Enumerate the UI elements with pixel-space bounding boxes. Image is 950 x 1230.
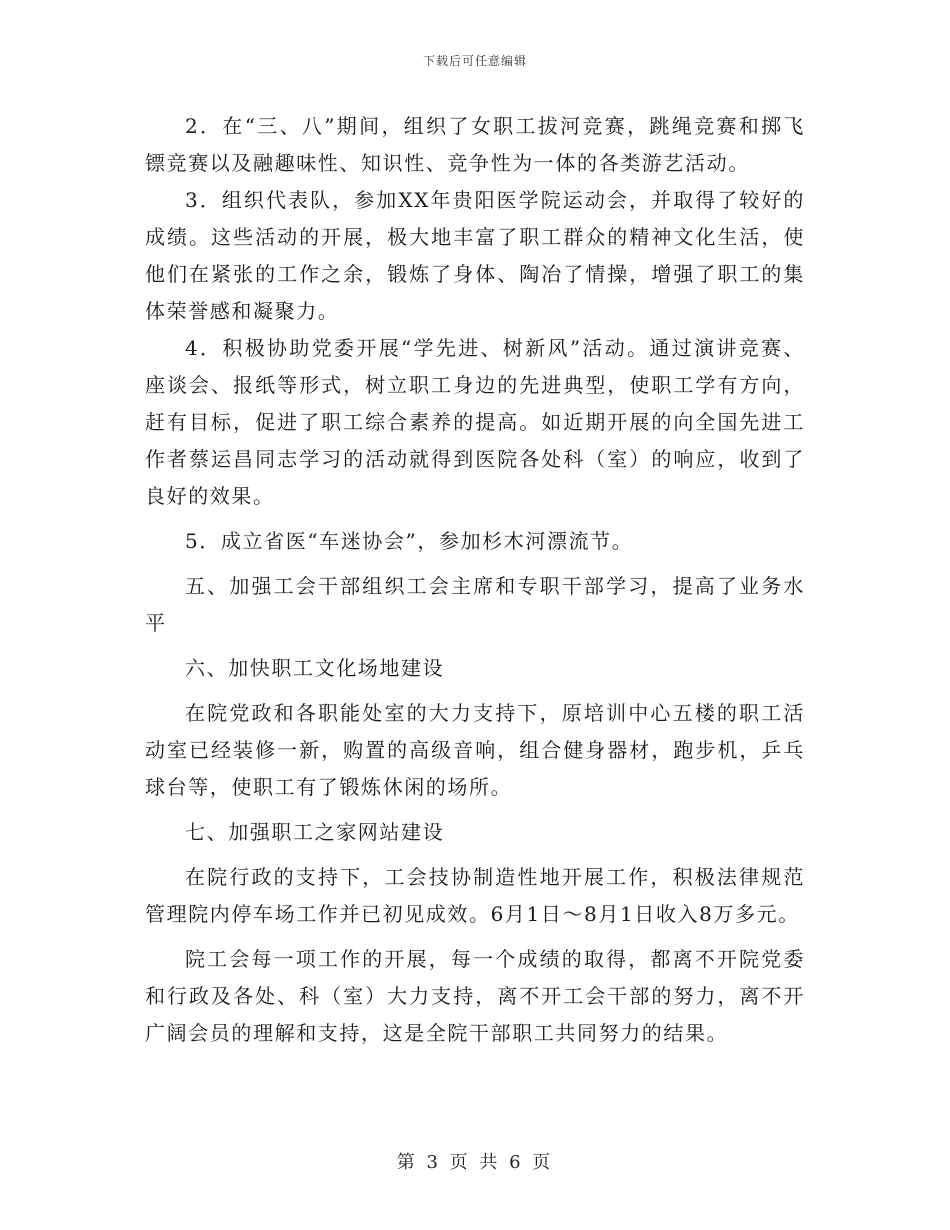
paragraph-conclusion: 院工会每一项工作的开展，每一个成绩的取得，都离不开院党委和行政及各处、科（室）大力支持，离不开工会干部的努力，离不开广阔会员的理解和支持，这是全院干部职工共同努力的结果。 xyxy=(145,947,805,1045)
paragraph-venue: 在院党政和各职能处室的大力支持下，原培训中心五楼的职工活动室已经装修一新，购置的高级音响，组合健身器材，跑步机，乒乓球台等，使职工有了锻炼休闲的场所。 xyxy=(145,701,805,799)
section-heading-6: 六、加快职工文化场地建设 xyxy=(185,656,445,680)
section-heading-7: 七、加强职工之家网站建设 xyxy=(185,820,445,844)
section-heading-5: 五、加强工会干部组织工会主席和专职干部学习，提高了业务水平 xyxy=(145,574,805,635)
document-body xyxy=(145,108,805,1052)
paragraph-activity-4: 4．积极协助党委开展“学先进、树新风”活动。通过演讲竞赛、座谈会、报纸等形式，树立职工身边的先进典型，使职工学有方向，赶有目标，促进了职工综合素养的提高。如近期开展的向全国先进工作者蔡运昌同志学习的活动就得到医院各处科（室）的响应，收到了良好的效果。 xyxy=(145,336,805,508)
page-header: 下载后可任意编辑 xyxy=(422,54,527,68)
page-number: 第 3 页 共 6 页 xyxy=(396,1152,554,1173)
paragraph-activity-5: 5．成立省医“车迷协会”，参加杉木河漂流节。 xyxy=(185,529,634,553)
paragraph-website: 在院行政的支持下，工会技协制造性地开展工作，积极法律规范管理院内停车场工作并已初见成效。6月1日～8月1日收入8万多元。 xyxy=(145,865,805,926)
paragraph-activity-2: 2．在“三、八”期间，组织了女职工拔河竞赛，跳绳竞赛和掷飞镖竞赛以及融趣味性、知识性、竞争性为一体的各类游艺活动。 xyxy=(145,114,805,175)
paragraph-activity-3: 3．组织代表队，参加XX年贵阳医学院运动会，并取得了较好的成绩。这些活动的开展，极大地丰富了职工群众的精神文化生活，使他们在紧张的工作之余，锻炼了身体、陶冶了情操，增强了职工的集体荣誉感和凝聚力。 xyxy=(145,188,805,323)
